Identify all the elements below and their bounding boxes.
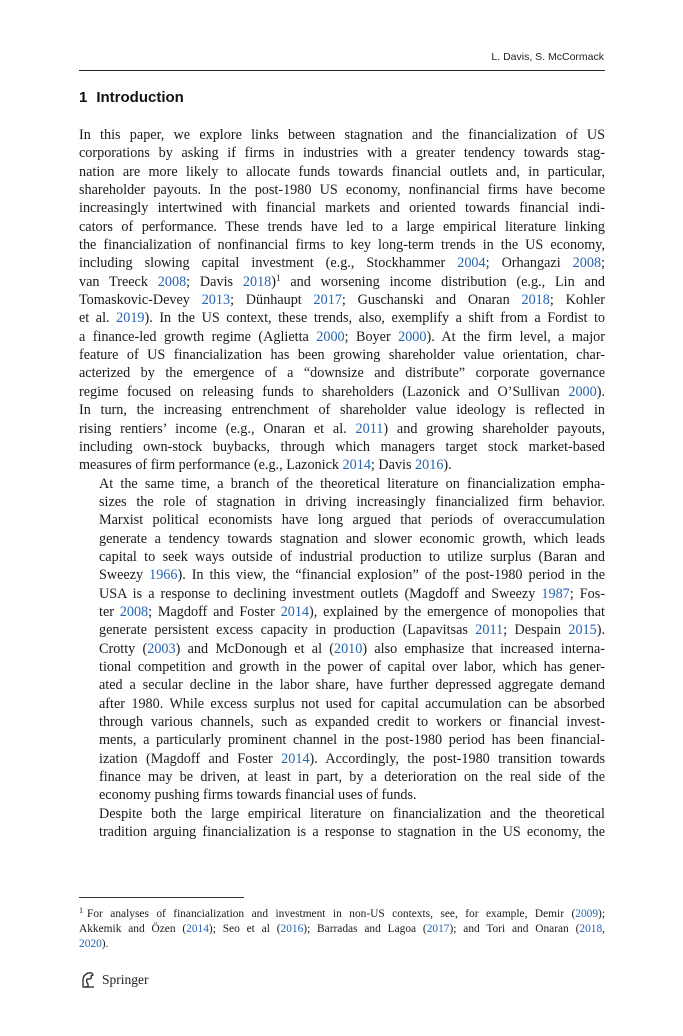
citation-link[interactable]: 2010 <box>333 640 363 657</box>
text-line: increasingly intertwined with financial markets and oriented towards financial indi- <box>79 200 605 217</box>
text-line: van Treeck 2008; Davis 2018)$^1$ and worsening income distribution (e.g., Lin and <box>79 272 606 290</box>
text-line: a finance-led growth regime (Aglietta 2000; Boyer 2000). At the firm level, a major <box>79 328 605 345</box>
text-line: feature of US financialization has been growing shareholder value orientation, char- <box>79 347 605 364</box>
citation-link[interactable]: 1966 <box>149 567 178 584</box>
text-line: ization (Magdoff and Foster 2014). Accordingly, the post-1980 transition towards <box>99 750 606 767</box>
text-line: shareholder payouts. In the post-1980 US economy, nonfinancial firms have become <box>79 182 605 199</box>
paragraph <box>79 805 605 842</box>
citation-link[interactable]: 2008 <box>119 603 149 620</box>
citation-link[interactable]: 2013 <box>201 292 231 309</box>
paragraph <box>79 126 605 475</box>
text-line: regime focused on releasing funds to shareholders (Lazonick and O’Sullivan 2000). <box>79 383 605 400</box>
text-line: Tomaskovic-Devey 2013; Dünhaupt 2017; Guschanski and Onaran 2018; Kohler <box>79 292 605 309</box>
citation-link[interactable]: 2008 <box>572 255 602 272</box>
citation-link[interactable]: 2015 <box>568 622 597 639</box>
text-line: tional competition and growth in the power of capital over labor, which has gener- <box>99 658 605 675</box>
text-line: capital to seek ways outside of industrial production to utilize surplus (Baran and <box>99 548 605 565</box>
text-line: USA is a response to declining investment outlets (Magdoff and Sweezy 1987; Fos- <box>99 585 606 602</box>
text-line: cators of performance. These trends have led to a large empirical literature linking <box>79 218 605 235</box>
section-number: 1 <box>79 89 88 106</box>
citation-link[interactable]: 2020 <box>79 938 102 950</box>
citation-link[interactable]: 2011 <box>355 420 384 437</box>
section-heading <box>79 89 184 106</box>
text-line: corporations by asking if firms in industries with a greater tendency towards stag- <box>79 145 605 162</box>
text-line: after 1980. While excess surplus not used for capital accumulation can be absorbed <box>99 695 605 712</box>
citation-link[interactable]: 2016 <box>280 923 304 935</box>
citation-link[interactable]: 1987 <box>541 585 570 602</box>
text-line: including slowing capital investment (e.g., Stockhammer 2004; Orhangazi 2008; <box>79 255 605 272</box>
citation-link[interactable]: 2018 <box>521 292 550 309</box>
citation-link[interactable]: 2011 <box>475 622 504 639</box>
header-rule <box>79 70 605 71</box>
text-line: Crotty (2003) and McDonough et al (2010) also emphasize that increased interna- <box>99 640 605 657</box>
text-line: Despite both the large empirical literature on financialization and the theoretical <box>99 805 605 822</box>
body-text <box>79 126 605 841</box>
citation-link[interactable]: 2004 <box>457 255 486 272</box>
text-line: economy pushing firms towards financial uses of funds. <box>99 787 417 804</box>
text-line: generate persistent excess capacity in production (Lapavitsas 2011; Despain 2015). <box>99 622 605 639</box>
publisher-name: Springer <box>102 972 149 987</box>
text-line: et al. 2019). In the US context, these trends, also, exemplify a shift from a Fordist to <box>79 310 605 327</box>
text-line: finance may be driven, at least in part, by a deterioration on the real side of the <box>99 769 605 786</box>
citation-link[interactable]: 2017 <box>426 923 450 935</box>
citation-link[interactable]: 2019 <box>116 310 145 327</box>
text-line: nation are more likely to allocate funds towards financial outlets and, in particular, <box>79 163 605 180</box>
footnote-line: 2020). <box>79 938 109 950</box>
text-line: including own-stock buybacks, through which managers target stock market-based <box>79 438 605 455</box>
text-line: generate a tendency towards stagnation and slower economic growth, which leads <box>99 530 605 547</box>
citation-link[interactable]: 2018 <box>579 923 603 935</box>
text-line: sizes the role of stagnation in driving increasingly financialized firm behavior. <box>99 493 605 510</box>
text-line: tradition arguing financialization is a response to stagnation in the US economy, the <box>99 824 605 841</box>
footnote-number: 1 <box>79 906 83 915</box>
running-head: L. Davis, S. McCormack <box>491 51 604 63</box>
text-line: At the same time, a branch of the theoretical literature on financialization empha- <box>99 475 605 492</box>
text-line: ated a secular decline in the labor share, have further depressed aggregate demand <box>99 677 605 694</box>
citation-link[interactable]: 2016 <box>415 457 444 474</box>
section-title: Introduction <box>96 89 184 106</box>
text-line: In this paper, we explore links between stagnation and the financialization of US <box>79 127 605 143</box>
text-line: the financialization of nonfinancial firms to key long-term trends in the US economy, <box>79 237 605 254</box>
citation-link[interactable]: 2000 <box>398 328 427 345</box>
text-line: acterized by the emergence of a “downsize and distribute” corporate governance <box>79 365 605 382</box>
citation-link[interactable]: 2000 <box>316 328 345 345</box>
footnote-line: Akkemik and Özen (2014); Seo et al (2016); Barradas and Lagoa (2017); and Tori and Onaran (2018, <box>79 923 606 935</box>
text-line: through various channels, such as expanded credit to workers or financial invest- <box>99 714 605 730</box>
citation-link[interactable]: 2018 <box>242 273 272 290</box>
footnote-rule <box>79 897 244 898</box>
text-line: Sweezy 1966). In this view, the “financial explosion” of the post-1980 period in the <box>99 567 606 584</box>
citation-link[interactable]: 2014 <box>280 603 309 620</box>
citation-link[interactable]: 2014 <box>281 750 310 767</box>
text-line: In turn, the increasing entrenchment of shareholder value ideology is reflected in <box>79 402 605 419</box>
text-line: ter 2008; Magdoff and Foster 2014), explained by the emergence of monopolies that <box>99 603 606 620</box>
citation-link[interactable]: 2003 <box>147 640 176 657</box>
text-line: measures of firm performance (e.g., Lazonick 2014; Davis 2016). <box>79 457 452 474</box>
citation-link[interactable]: 2000 <box>568 383 597 400</box>
text-line: ments, a particularly prominent channel in the post-1980 period has been financial- <box>99 732 605 749</box>
footnote-line: $^1$ For analyses of financialization and investment in non-US contexts, see, for example, Demir (2009); <box>79 906 605 920</box>
footnote <box>79 903 605 952</box>
footnote-marker[interactable]: 1 <box>275 272 281 283</box>
springer-horse-icon <box>79 971 97 989</box>
text-line: Marxist political economists have long argued that periods of overaccumulation <box>99 512 605 529</box>
citation-link[interactable]: 2017 <box>313 292 342 309</box>
citation-link[interactable]: 2014 <box>186 923 209 935</box>
text-line: rising rentiers’ income (e.g., Onaran et al. 2011) and growing shareholder payouts, <box>79 420 606 437</box>
publisher-logo <box>79 971 149 989</box>
citation-link[interactable]: 2009 <box>575 908 599 920</box>
citation-link[interactable]: 2014 <box>342 457 371 474</box>
paragraph <box>79 475 605 805</box>
citation-link[interactable]: 2008 <box>157 273 187 290</box>
